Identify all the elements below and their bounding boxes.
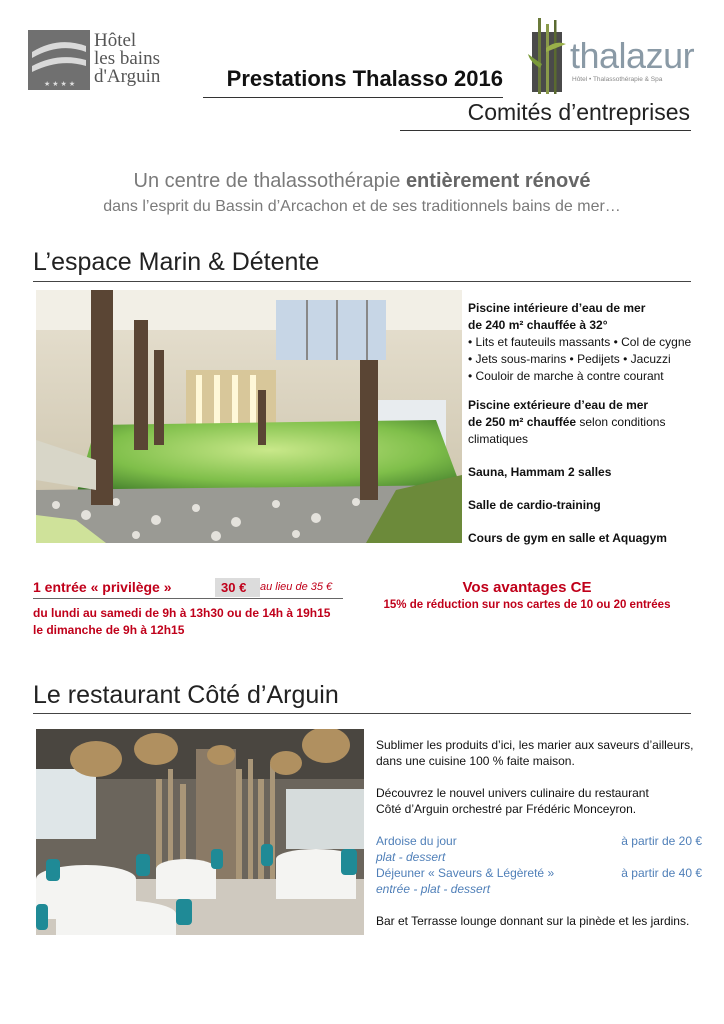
hours-sunday: le dimanche de 9h à 12h15 [33,623,185,637]
intro-plain: Un centre de thalassothérapie [133,170,406,192]
spa-heading-rule [33,281,691,282]
hotel-stars: ★★★★ [44,81,78,88]
restaurant-text-2a: Découvrez le nouvel univers culinaire du restaurant [376,786,649,800]
menu-item-ardoise [376,833,702,849]
restaurant-text-2b: Côté d’Arguin orchestré par Frédéric Monceyron. [376,802,637,816]
menu-item-price: à partir de 20 € [621,834,702,848]
intro-subline: dans l’esprit du Bassin d’Arcachon et de ses traditionnels bains de mer… [103,198,621,215]
gym-classes: Cours de gym en salle et Aquagym [468,531,667,545]
entry-regular-price: au lieu de 35 € [260,581,333,593]
page-subtitle: Comités d’entreprises [467,99,690,125]
intro-bold: entièrement rénové [405,170,591,192]
spa-heading: L’espace Marin & Détente [33,248,320,276]
outdoor-pool-title: Piscine extérieure d’eau de mer [468,398,649,412]
menu-item-name: Déjeuner « Saveurs & Légèreté » [376,866,555,880]
indoor-pool-features-2: • Jets sous-marins • Pedijets • Jacuzzi [468,352,671,366]
bamboo-leaf-icon [526,18,568,94]
restaurant-description [376,737,702,945]
thalazur-logo [526,18,696,94]
hotel-wave-icon [28,30,90,90]
offer-rule [33,598,343,599]
thalazur-subtitle: Hôtel • Thalassothérapie & Spa [572,76,663,83]
ce-benefits-text: 15% de réduction sur nos cartes de 10 ou 20 entrées [383,599,671,611]
indoor-pool-size: de 240 m² chauffée à 32° [468,318,608,332]
title-rule [203,97,503,98]
hotel-name [94,32,160,86]
menu-item-desc: entrée - plat - dessert [376,882,491,896]
restaurant-heading-rule [33,713,691,714]
cardio-room: Salle de cardio-training [468,498,601,512]
outdoor-pool-size: de 250 m² chauffée [468,415,577,429]
indoor-pool-title: Piscine intérieure d’eau de mer [468,301,646,315]
outdoor-pool-conditions: selon conditions climatiques [468,415,666,446]
bar-terrace-text: Bar et Terrasse lounge donnant sur la pinède et les jardins. [376,914,690,928]
menu-item-dejeuner [376,865,702,881]
subtitle-rule [400,130,691,131]
menu-item-price: à partir de 40 € [621,866,702,880]
hours-weekdays: du lundi au samedi de 9h à 13h30 ou de 14h à 19h15 [33,606,331,620]
restaurant-text-1a: Sublimer les produits d’ici, les marier aux saveurs d’ailleurs, [376,738,694,752]
spa-pool-photo [36,290,462,543]
hotel-name-line2: les bains [94,48,160,69]
spa-description [468,300,708,559]
menu-item-name: Ardoise du jour [376,834,457,848]
entry-price: 30 € [215,578,260,597]
indoor-pool-features-1: • Lits et fauteuils massants • Col de cygne [468,335,692,349]
ce-benefits-title: Vos avantages CE [462,579,592,596]
thalazur-name: thalazur [570,35,695,76]
sauna-hammam: Sauna, Hammam 2 salles [468,465,612,479]
hotel-name-line3: d'Arguin [94,66,161,87]
page-title: Prestations Thalasso 2016 [226,66,503,91]
entry-offer-label: 1 entrée « privilège » [33,579,172,595]
opening-hours [33,605,330,639]
restaurant-photo [36,729,364,935]
restaurant-heading: Le restaurant Côté d’Arguin [33,681,339,709]
intro-tagline [40,170,684,193]
indoor-pool-features-3: • Couloir de marche à contre courant [468,369,664,383]
hotel-logo [28,30,186,90]
hotel-name-line1: Hôtel [94,30,137,51]
menu-item-desc: plat - dessert [376,850,446,864]
restaurant-text-1b: dans une cuisine 100 % faite maison. [376,754,575,768]
